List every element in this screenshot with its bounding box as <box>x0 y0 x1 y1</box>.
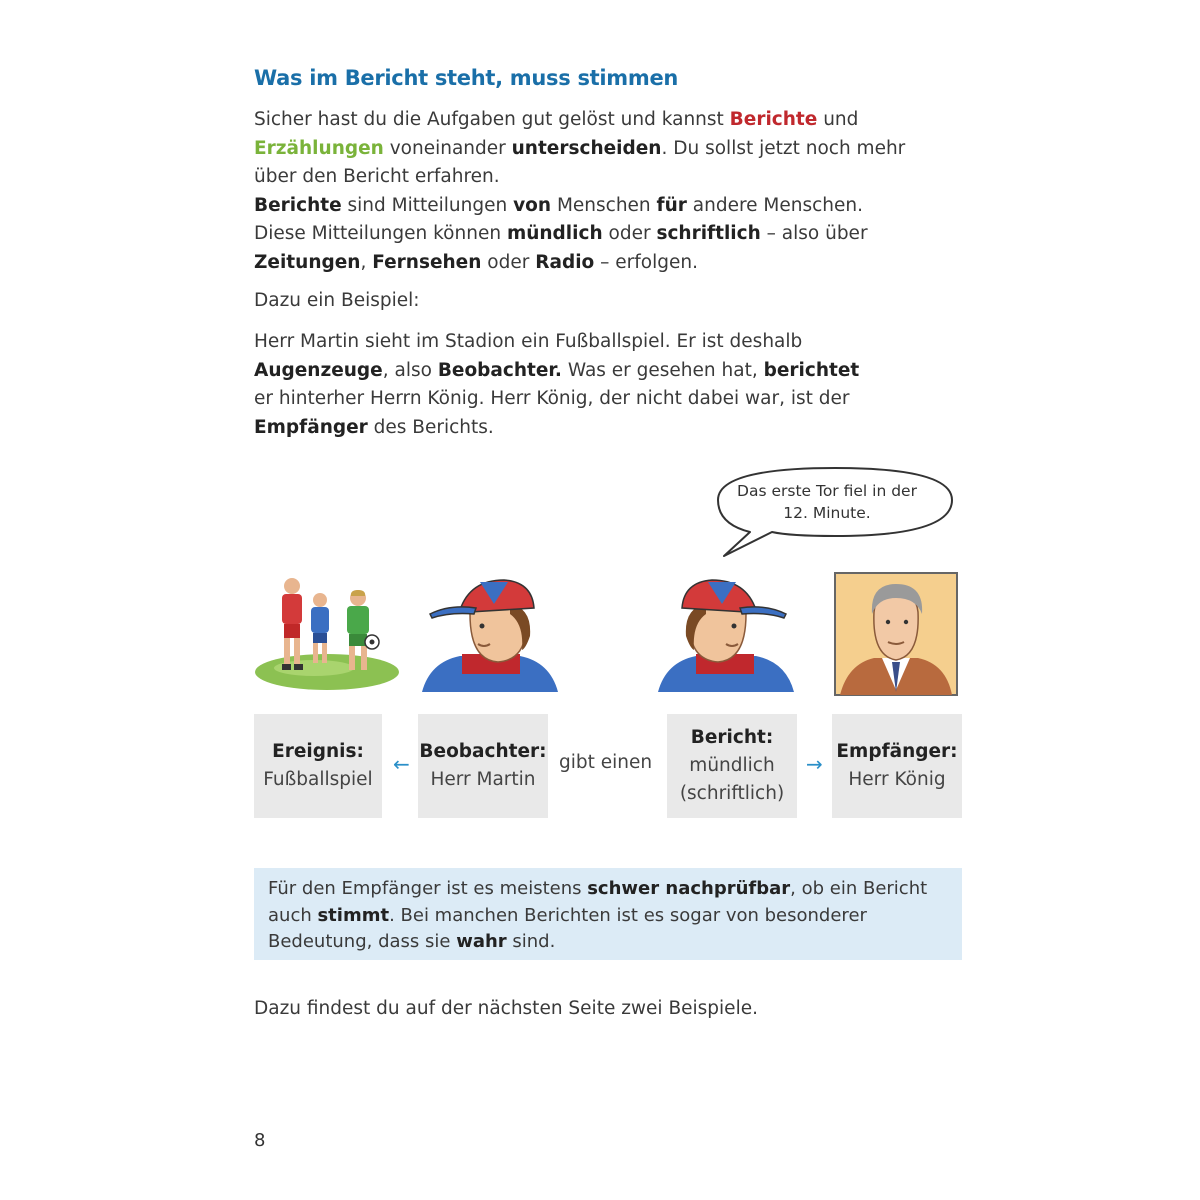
example-paragraph <box>254 328 974 442</box>
intro-line-2: Erzählungen voneinander unterscheiden. Du sollst jetzt noch mehr <box>254 137 906 159</box>
info-box <box>254 868 962 960</box>
arrow-left-icon: ← <box>393 752 410 776</box>
connector-text: gibt einen <box>559 752 653 773</box>
observer-face-icon <box>420 574 560 692</box>
reporter-face-icon <box>656 574 796 692</box>
receiver-value: Herr König <box>848 769 946 790</box>
intro-line-3: über den Bericht erfahren. <box>254 166 500 187</box>
page-title: Was im Bericht steht, muss stimmen <box>254 66 679 90</box>
page-number: 8 <box>254 1130 266 1151</box>
event-heading: Ereignis: <box>272 741 364 762</box>
report-box <box>667 714 797 818</box>
speech-bubble-text: Das erste Tor fiel in der 12. Minute. <box>737 482 917 522</box>
example-line-1: Herr Martin sieht im Stadion ein Fußballspiel. Er ist deshalb <box>254 331 803 352</box>
receiver-heading: Empfänger: <box>836 741 958 762</box>
observer-heading: Beobachter: <box>419 741 547 762</box>
event-box <box>254 714 382 818</box>
report-value-written: (schriftlich) <box>679 783 785 804</box>
intro-line-6: Zeitungen, Fernsehen oder Radio – erfolgen. <box>254 251 698 273</box>
report-heading: Bericht: <box>690 727 774 748</box>
receiver-portrait-icon <box>834 572 958 696</box>
intro-line-1: Sicher hast du die Aufgaben gut gelöst und kannst Berichte und <box>254 109 859 130</box>
closing-text: Dazu findest du auf der nächsten Seite zwei Beispiele. <box>254 998 758 1019</box>
example-line-2: Augenzeuge, also Beobachter. Was er gesehen hat, berichtet <box>254 359 860 381</box>
highlight-erzaehlungen: Erzählungen <box>254 137 384 159</box>
observer-box <box>418 714 548 818</box>
info-text: Für den Empfänger ist es meistens schwer nachprüfbar, ob ein Bericht auch stimmt. Bei manchen Berichten ist es sogar von besonderer Bedeutung, dass sie wahr sind. <box>268 878 928 952</box>
event-value: Fußballspiel <box>263 769 373 790</box>
highlight-berichte: Berichte <box>729 109 818 130</box>
intro-paragraph <box>254 106 974 277</box>
receiver-box <box>832 714 962 818</box>
example-line-3: er hinterher Herrn König. Herr König, der nicht dabei war, ist der <box>254 388 850 409</box>
arrow-right-icon: → <box>806 752 823 776</box>
report-value-oral: mündlich <box>689 755 775 776</box>
intro-line-4: Berichte sind Mitteilungen von Menschen für andere Menschen. <box>254 194 864 216</box>
example-intro: Dazu ein Beispiel: <box>254 290 420 311</box>
intro-line-5: Diese Mitteilungen können mündlich oder schriftlich – also über <box>254 223 868 244</box>
observer-value: Herr Martin <box>430 769 536 790</box>
example-line-4: Empfänger des Berichts. <box>254 416 494 438</box>
football-players-icon <box>254 572 400 694</box>
